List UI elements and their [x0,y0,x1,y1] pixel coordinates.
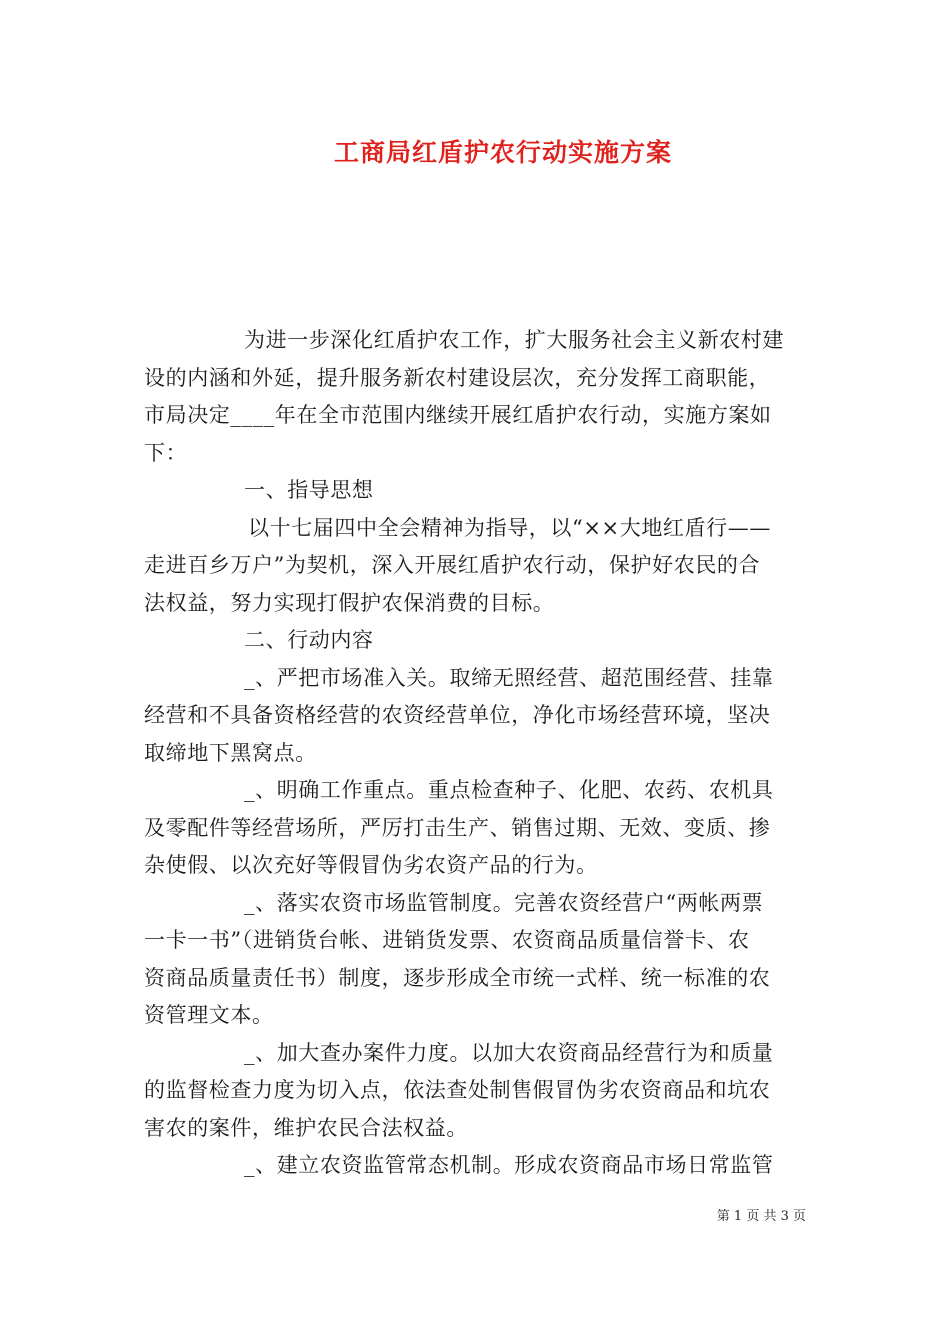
paragraph-line: 的监督检查力度为切入点，依法查处制售假冒伪劣农资商品和坑农 [144,1078,771,1102]
paragraph-line: _、建立农资监管常态机制。形成农资商品市场日常监管 [244,1153,774,1177]
page-number: 第 1 页 共 3 页 [716,1209,806,1224]
paragraph-line: 及零配件等经营场所，严厉打击生产、销售过期、无效、变质、掺 [144,815,771,840]
paragraph-line: 市局决定____年在全市范围内继续开展红盾护农行动，实施方案如 [144,403,772,427]
paragraph-line: 走进百乡万户”为契机，深入开展红盾护农行动，保护好农民的合 [144,553,761,577]
document-body [144,322,806,1185]
section-heading: 一、指导思想 [244,478,374,502]
paragraph-line: 以十七届四中全会精神为指导，以“××大地红盾行—— [248,515,771,540]
paragraph-line: 取缔地下黑窝点。 [144,740,317,765]
paragraph-line: 法权益，努力实现打假护农保消费的目标。 [144,590,555,615]
paragraph-line: _、落实农资市场监管制度。完善农资经营户“两帐两票 [244,890,764,915]
paragraph-line: 下： [144,440,188,465]
paragraph-line: 设的内涵和外延，提升服务新农村建设层次，充分发挥工商职能， [144,365,771,390]
section-heading: 二、行动内容 [244,628,374,652]
paragraph-line: _、明确工作重点。重点检查种子、化肥、农药、农机具 [244,778,774,802]
paragraph-line: 经营和不具备资格经营的农资经营单位，净化市场经营环境，坚决 [144,703,771,727]
paragraph-line: 为进一步深化红盾护农工作，扩大服务社会主义新农村建 [244,328,784,352]
paragraph-line: _、加大查办案件力度。以加大农资商品经营行为和质量 [244,1040,774,1065]
paragraph-line: 一卡一书”（进销货台帐、进销货发票、农资商品质量信誉卡、农 [144,928,750,952]
paragraph-line: 杂使假、以次充好等假冒伪劣农资产品的行为。 [144,853,598,877]
document-title: 工商局红盾护农行动实施方案 [333,138,672,167]
paragraph-line: _、严把市场准入关。取缔无照经营、超范围经营、挂靠 [244,665,774,690]
paragraph-line: 害农的案件，维护农民合法权益。 [144,1115,468,1140]
paragraph-line: 资商品质量责任书）制度，逐步形成全市统一式样、统一标准的农 [144,965,771,990]
paragraph-line: 资管理文本。 [144,1003,274,1027]
